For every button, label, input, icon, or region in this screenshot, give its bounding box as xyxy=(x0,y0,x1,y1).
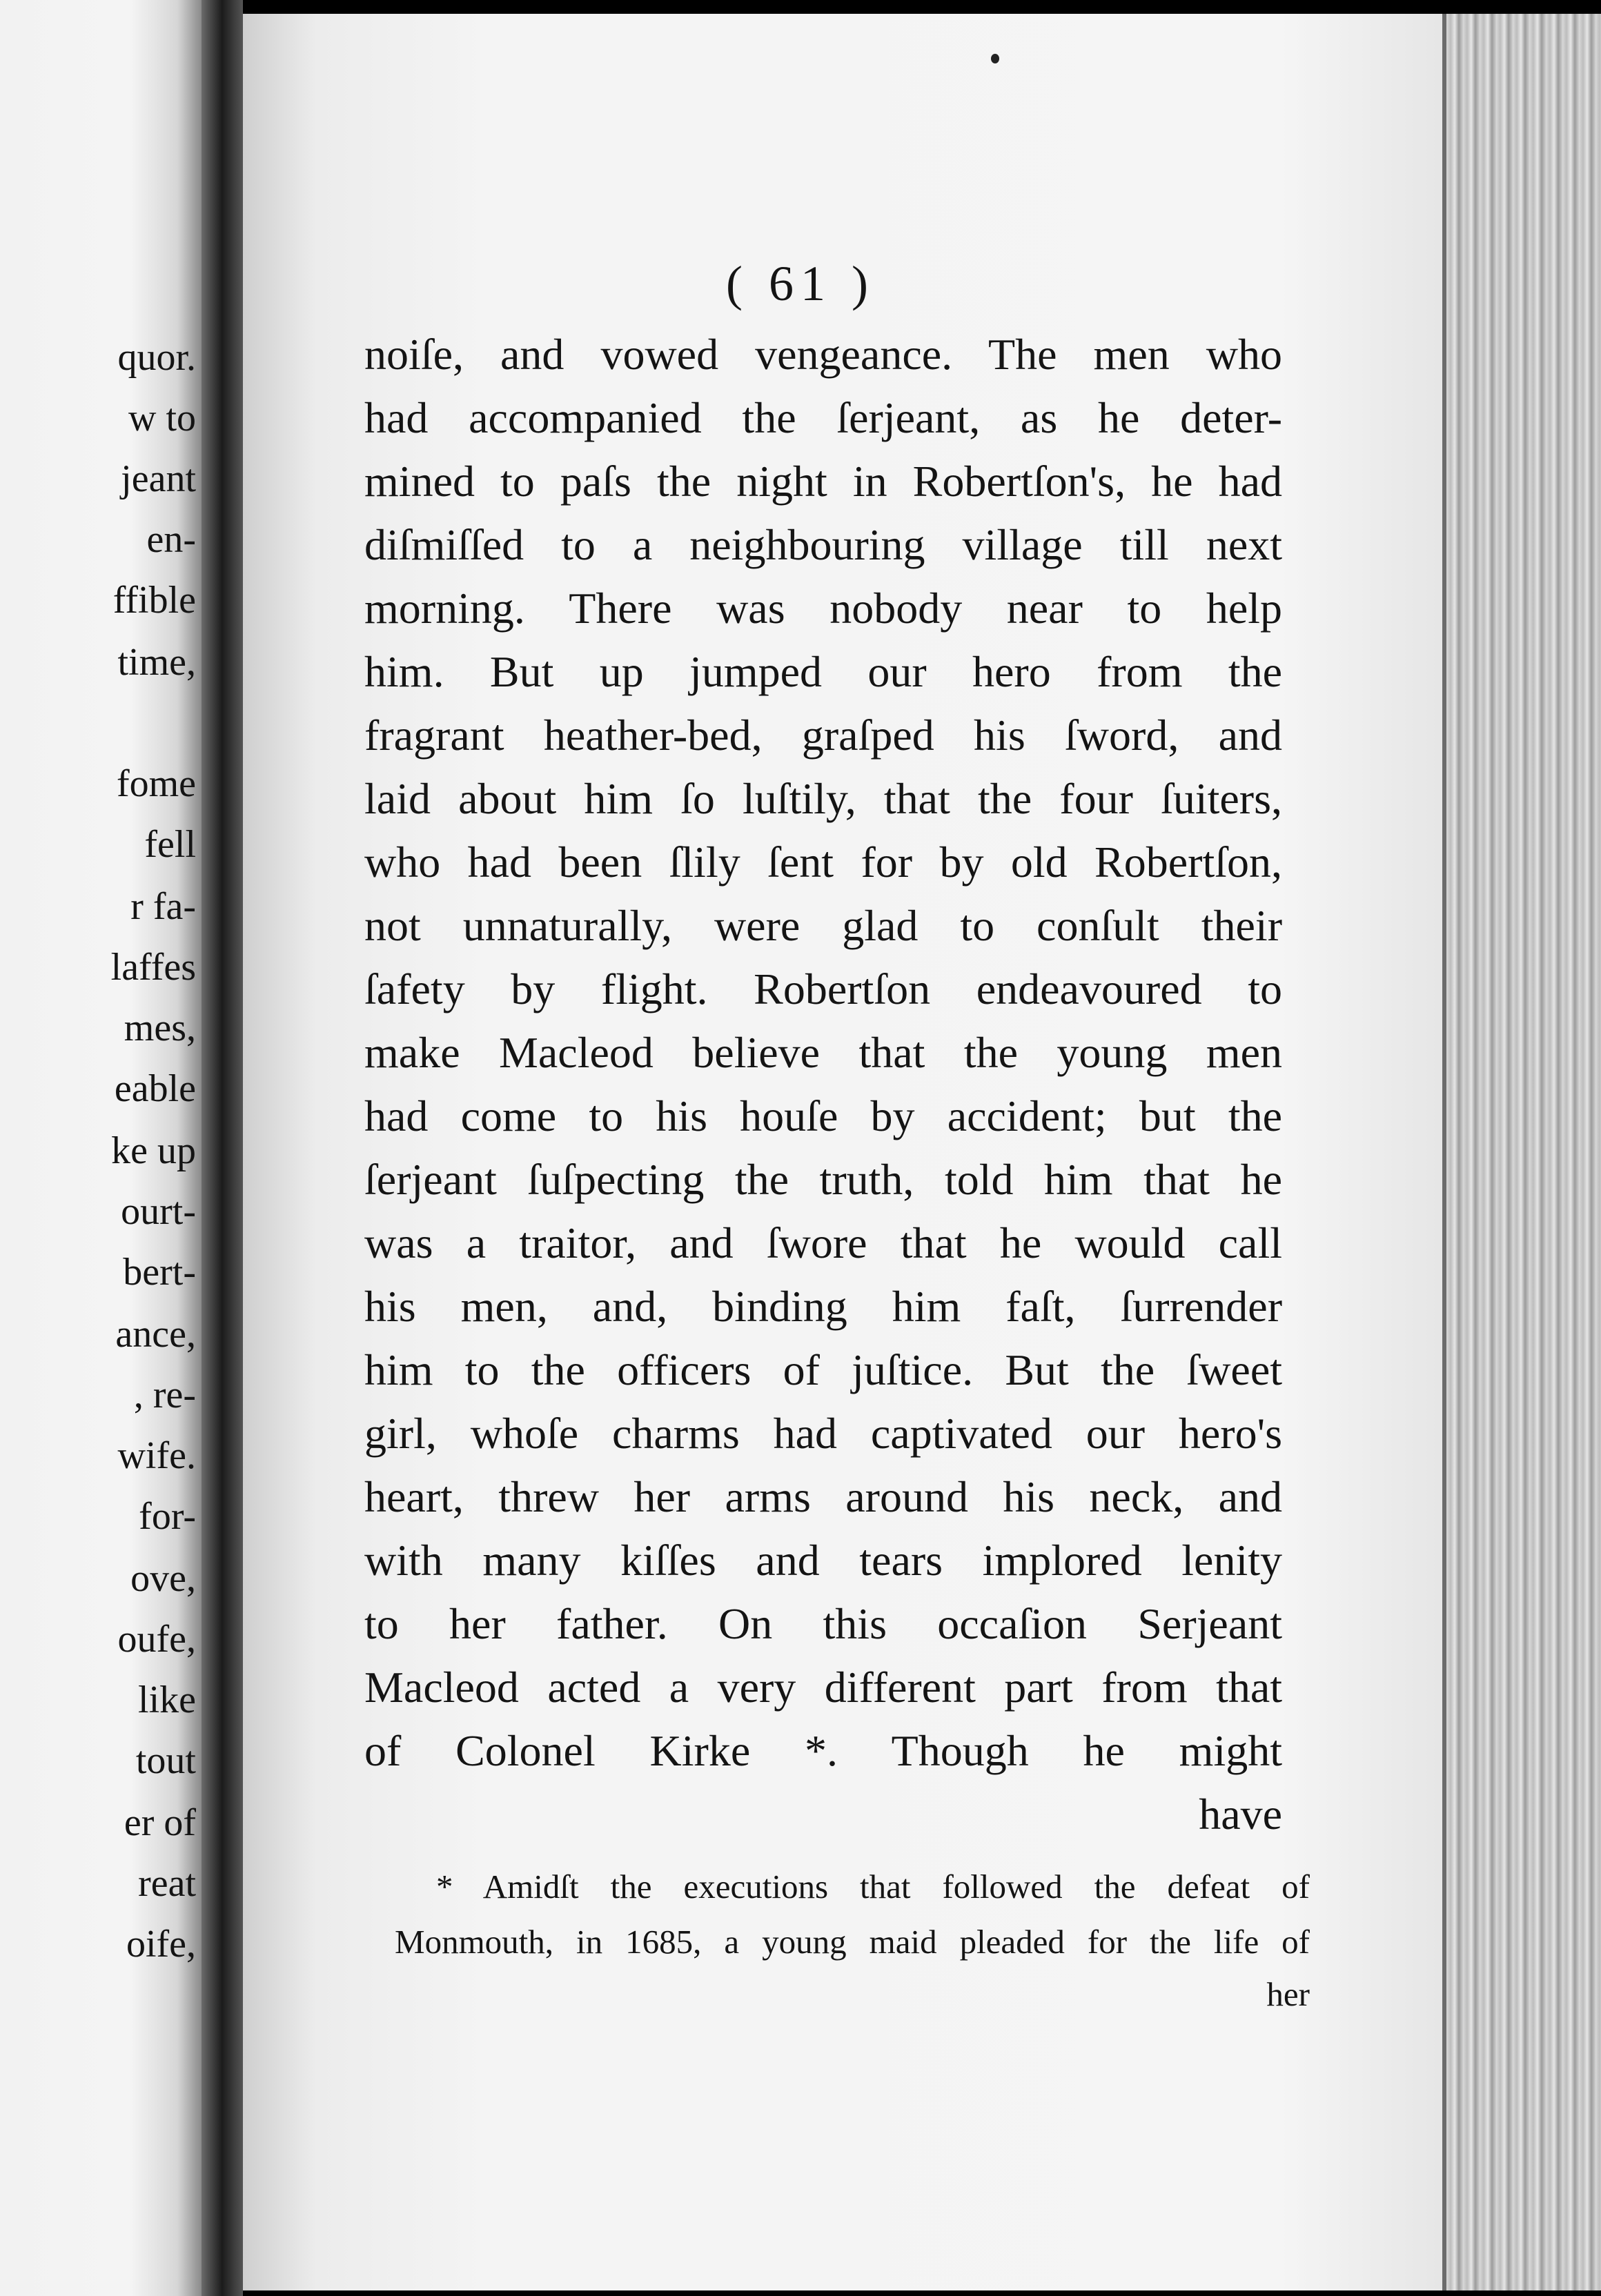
page-edges xyxy=(1442,14,1601,2290)
body-line: make Macleod believe that the young men xyxy=(364,1028,1282,1077)
left-page-line: jeant xyxy=(121,457,196,500)
left-page-line: oufe, xyxy=(117,1618,196,1661)
left-page-line: laffes xyxy=(110,946,196,989)
body-line: ſafety by flight. Robertſon endeavoured to xyxy=(364,964,1282,1013)
left-page-line: time, xyxy=(117,641,196,684)
body-line: his men, and, binding him faſt, ſurrender xyxy=(364,1282,1282,1331)
body-line: of Colonel Kirke *. Though he might xyxy=(364,1726,1282,1775)
left-page-line: quor. xyxy=(117,336,196,379)
left-page-line: bert- xyxy=(123,1251,196,1294)
ink-speck xyxy=(991,54,999,63)
book-gutter xyxy=(202,0,243,2296)
left-page-line: ance, xyxy=(115,1313,196,1356)
body-line: fragrant heather-bed, graſped his ſword, and xyxy=(364,711,1282,760)
left-page-line: fell xyxy=(144,823,196,866)
left-page-line: en- xyxy=(146,518,196,561)
body-line: diſmiſſed to a neighbouring village till next xyxy=(364,520,1282,569)
left-page-line: for- xyxy=(139,1495,196,1538)
footnote-line: her xyxy=(1266,1975,1310,2013)
left-page-line: reat xyxy=(138,1862,196,1905)
left-page-line: wife. xyxy=(117,1434,196,1477)
body-line: Macleod acted a very different part from that xyxy=(364,1663,1282,1712)
left-page-line: w to xyxy=(128,397,196,439)
body-line: ſerjeant ſuſpecting the truth, told him that he xyxy=(364,1155,1282,1204)
left-page-line: oife, xyxy=(126,1923,196,1966)
left-page-line: r fa- xyxy=(130,885,196,928)
left-page-line: er of xyxy=(124,1801,196,1844)
left-page-line: ove, xyxy=(130,1557,196,1600)
body-line: laid about him ſo luſtily, that the four ſuiters, xyxy=(364,774,1282,823)
body-line: him to the officers of juſtice. But the ſweet xyxy=(364,1345,1282,1394)
body-line: have xyxy=(1199,1790,1282,1839)
left-page-line: tout xyxy=(135,1739,196,1782)
body-line: had come to his houſe by accident; but the xyxy=(364,1091,1282,1140)
left-page-line: like xyxy=(138,1679,196,1721)
body-line: was a traitor, and ſwore that he would call xyxy=(364,1218,1282,1267)
left-page-line: fome xyxy=(116,762,196,805)
body-line: not unnaturally, were glad to conſult their xyxy=(364,901,1282,950)
body-line: him. But up jumped our hero from the xyxy=(364,647,1282,696)
footnote-line: Monmouth, in 1685, a young maid pleaded for the life of xyxy=(395,1923,1310,1961)
left-page-line: mes, xyxy=(124,1007,196,1049)
left-page-line: ourt- xyxy=(121,1190,196,1233)
left-page-line: ke up xyxy=(111,1129,196,1172)
body-line: had accompanied the ſerjeant, as he deter- xyxy=(364,393,1282,442)
left-page-line: ffible xyxy=(112,579,196,622)
body-line: girl, whoſe charms had captivated our hero's xyxy=(364,1409,1282,1458)
left-page-line: , re- xyxy=(133,1374,196,1416)
footnote-line: * Amidſt the executions that followed the defeat of xyxy=(436,1868,1310,1906)
body-line: mined to paſs the night in Robertſon's, he had xyxy=(364,457,1282,506)
left-page xyxy=(0,0,202,2296)
body-line: heart, threw her arms around his neck, and xyxy=(364,1472,1282,1521)
body-line: to her father. On this occaſion Serjeant xyxy=(364,1599,1282,1648)
page-number: ( 61 ) xyxy=(726,256,875,311)
body-line: morning. There was nobody near to help xyxy=(364,584,1282,633)
body-line: who had been ſlily ſent for by old Robertſon, xyxy=(364,838,1282,887)
left-page-line: eable xyxy=(114,1067,196,1110)
body-line: with many kiſſes and tears implored lenity xyxy=(364,1536,1282,1585)
body-line: noiſe, and vowed vengeance. The men who xyxy=(364,330,1282,379)
